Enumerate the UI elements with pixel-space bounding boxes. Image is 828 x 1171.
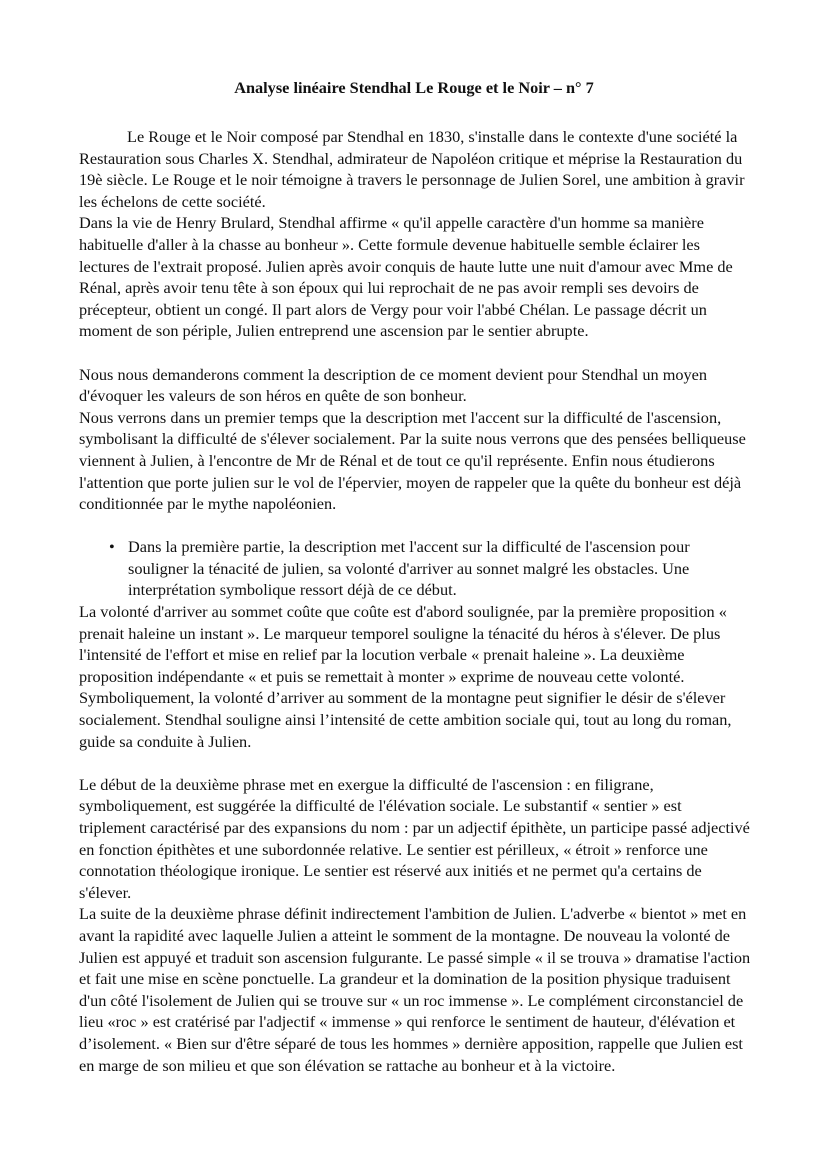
bullet-item-part-one: [79, 536, 751, 601]
bullet-list: [79, 536, 751, 601]
document-body: [79, 126, 751, 1076]
paragraph-spacer: [79, 342, 751, 364]
paragraph-spacer: [79, 515, 751, 537]
document-title: Analyse linéaire Stendhal Le Rouge et le Noir – n° 7: [234, 78, 594, 97]
paragraph-spacer: [79, 752, 751, 774]
bullet-text: Dans la première partie, la description met l'accent sur la difficulté de l'ascension pour souligner la ténacité de julien, sa volonté d'arriver au sonnet malgré les obstacles. Une interprétation symbolique ressort déjà de ce début.: [128, 537, 690, 600]
part-one-paragraph: La volonté d'arriver au sommet coûte que coûte est d'abord soulignée, par la première proposition « prenait haleine un instant ». Le marqueur temporel souligne la ténacité du héros à s'élever. De plus l'intensité de l'effort et mise en relief par la locution verbale « prenait haleine ». La deuxième proposition indépendante « et puis se remettait à monter » exprime de nouveau cette volonté. Symboliquement, la volonté d’arriver au somment de la montagne peut signifier le désir de s'élever socialement. Stendhal souligne ainsi l’intensité de cette ambition sociale qui, tout au long du roman, guide sa conduite à Julien.: [79, 602, 732, 751]
plan-paragraph: Nous verrons dans un premier temps que la description met l'accent sur la difficulté de l'ascension, symbolisant la difficulté de s'élever socialement. Par la suite nous verrons que des pensées belliqueuse viennent à Julien, à l'encontre de Mr de Rénal et de tout ce qu'il représente. Enfin nous étudierons l'attention que porte julien sur le vol de l'épervier, moyen de rappeler que la quête du bonheur est déjà conditionnée par le mythe napoléonien.: [79, 407, 746, 514]
problematique-paragraph: Nous nous demanderons comment la description de ce moment devient pour Stendhal un moyen d'évoquer les valeurs de son héros en quête de son bonheur.: [79, 364, 708, 406]
intro-paragraph-2: Dans la vie de Henry Brulard, Stendhal affirme « qu'il appelle caractère d'un homme sa manière habituelle d'aller à la chasse au bonheur ». Cette formule devenue habituelle semble éclairer les lectures de l'extrait proposé. Julien après avoir conquis de haute lutte une nuit d'amour avec Mme de Rénal, après avoir tenu tête à son époux qui lui reprochait de ne pas avoir rempli ses devoirs de précepteur, obtient un congé. Il part alors de Vergy pour voir l'abbé Chélan. Le passage décrit un moment de son périple, Julien entreprend une ascension par le sentier abrupte.: [79, 213, 733, 341]
intro-paragraph-1: Le Rouge et le Noir composé par Stendhal en 1830, s'installe dans le contexte d'une société la Restauration sous Charles X. Stendhal, admirateur de Napoléon critique et méprise la Restauration du 19è siècle. Le Rouge et le noir témoigne à travers le personnage de Julien Sorel, une ambition à gravir les échelons de cette société.: [79, 127, 745, 211]
bullet-mark: •: [109, 537, 115, 557]
part-two-paragraph-2: La suite de la deuxième phrase définit indirectement l'ambition de Julien. L'adverbe « bientot » met en avant la rapidité avec laquelle Julien a atteint le somment de la montagne. De nouveau la volonté de Julien est appuyé et traduit son ascension fulgurante. Le passé simple « il se trouva » dramatise l'action et fait une mise en scène ponctuelle. La grandeur et la domination de la position physique traduisent d'un côté l'isolement de Julien qui se trouve sur « un roc immense ». Le complément circonstanciel de lieu «roc » est cratérisé par l'adjectif « immense » qui renforce le sentiment de hauteur, d'élévation et d’isolement. « Bien sur d'être séparé de tous les hommes » dernière apposition, rappelle que Julien est en marge de son milieu et que son élévation se rattache au bonheur et à la victoire.: [79, 904, 751, 1075]
part-two-paragraph-1: Le début de la deuxième phrase met en exergue la difficulté de l'ascension : en filigrane, symboliquement, est suggérée la difficulté de l'élévation sociale. Le substantif « sentier » est triplement caractérisé par des expansions du nom : par un adjectif épithète, un participe passé adjectivé en fonction épithètes et une subordonnée relative. Le sentier est périlleux, « étroit » renforce une connotation théologique ironique. Le sentier est réservé aux initiés et ne permet qu'a certains de s'élever.: [79, 774, 750, 902]
